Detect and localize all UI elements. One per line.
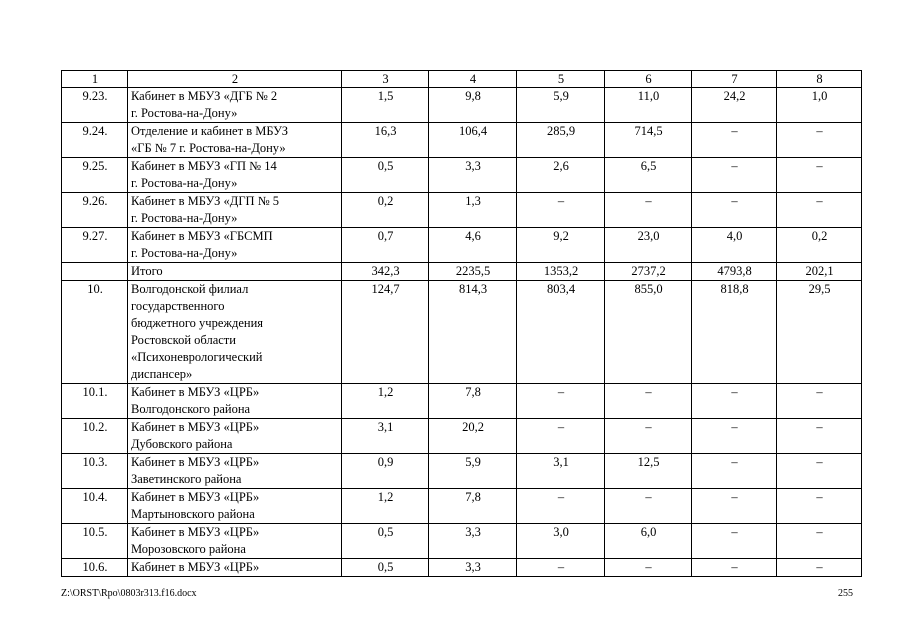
value-cell: – <box>692 454 777 489</box>
value-cell: 1353,2 <box>517 263 605 281</box>
row-name-cell: Кабинет в МБУЗ «ЦРБ» Заветинского района <box>128 454 342 489</box>
table-row <box>62 489 862 524</box>
row-name-cell: Итого <box>128 263 342 281</box>
row-number-cell: 9.24. <box>62 123 128 158</box>
value-cell: – <box>605 489 692 524</box>
value-cell: – <box>777 489 862 524</box>
row-number-cell: 10.2. <box>62 419 128 454</box>
value-cell: – <box>692 559 777 577</box>
value-cell: – <box>605 384 692 419</box>
value-cell: 0,5 <box>342 158 429 193</box>
value-cell: – <box>692 193 777 228</box>
value-cell: 814,3 <box>429 281 517 384</box>
column-header: 3 <box>342 71 429 88</box>
row-number-cell: 10.3. <box>62 454 128 489</box>
value-cell: 1,3 <box>429 193 517 228</box>
row-name-cell: Кабинет в МБУЗ «ЦРБ» Морозовского района <box>128 524 342 559</box>
value-cell: 714,5 <box>605 123 692 158</box>
row-name-cell: Кабинет в МБУЗ «ДГП № 5 г. Ростова-на-Дону» <box>128 193 342 228</box>
value-cell: – <box>517 559 605 577</box>
value-cell: – <box>777 123 862 158</box>
value-cell: – <box>517 489 605 524</box>
value-cell: – <box>777 419 862 454</box>
value-cell: – <box>692 158 777 193</box>
table-row <box>62 263 862 281</box>
table-body <box>62 71 862 577</box>
value-cell: 4,6 <box>429 228 517 263</box>
value-cell: 124,7 <box>342 281 429 384</box>
value-cell: 0,2 <box>777 228 862 263</box>
value-cell: 0,5 <box>342 524 429 559</box>
row-number-cell: 9.27. <box>62 228 128 263</box>
row-number-cell: 10.5. <box>62 524 128 559</box>
value-cell: 7,8 <box>429 489 517 524</box>
value-cell: 3,1 <box>342 419 429 454</box>
table-row <box>62 524 862 559</box>
row-name-cell: Кабинет в МБУЗ «ЦРБ» Мартыновского района <box>128 489 342 524</box>
value-cell: 3,1 <box>517 454 605 489</box>
value-cell: 5,9 <box>429 454 517 489</box>
row-number-cell: 10.4. <box>62 489 128 524</box>
row-name-cell: Отделение и кабинет в МБУЗ «ГБ № 7 г. Ростова-на-Дону» <box>128 123 342 158</box>
value-cell: 24,2 <box>692 88 777 123</box>
table-row <box>62 281 862 384</box>
value-cell: – <box>692 384 777 419</box>
value-cell: 2235,5 <box>429 263 517 281</box>
value-cell: – <box>777 384 862 419</box>
value-cell: 0,2 <box>342 193 429 228</box>
value-cell: – <box>777 158 862 193</box>
column-header: 7 <box>692 71 777 88</box>
row-name-cell: Волгодонской филиал государственного бюджетного учреждения Ростовской области «Психоневрологический диспансер» <box>128 281 342 384</box>
value-cell: 3,3 <box>429 158 517 193</box>
row-number-cell: 10.1. <box>62 384 128 419</box>
value-cell: – <box>777 454 862 489</box>
value-cell: 1,2 <box>342 489 429 524</box>
value-cell: 20,2 <box>429 419 517 454</box>
table-row <box>62 228 862 263</box>
value-cell: 23,0 <box>605 228 692 263</box>
table-row <box>62 454 862 489</box>
column-header: 4 <box>429 71 517 88</box>
row-name-cell: Кабинет в МБУЗ «ГП № 14 г. Ростова-на-Дону» <box>128 158 342 193</box>
column-header: 6 <box>605 71 692 88</box>
value-cell: 1,2 <box>342 384 429 419</box>
value-cell: 2737,2 <box>605 263 692 281</box>
value-cell: – <box>692 524 777 559</box>
value-cell: – <box>605 559 692 577</box>
value-cell: 3,3 <box>429 524 517 559</box>
table-row <box>62 193 862 228</box>
value-cell: 1,0 <box>777 88 862 123</box>
table-row <box>62 123 862 158</box>
table-row <box>62 88 862 123</box>
value-cell: 9,8 <box>429 88 517 123</box>
value-cell: 12,5 <box>605 454 692 489</box>
column-header: 8 <box>777 71 862 88</box>
value-cell: 2,6 <box>517 158 605 193</box>
value-cell: 5,9 <box>517 88 605 123</box>
value-cell: 855,0 <box>605 281 692 384</box>
value-cell: – <box>517 419 605 454</box>
value-cell: 342,3 <box>342 263 429 281</box>
row-number-cell: 9.25. <box>62 158 128 193</box>
column-header: 1 <box>62 71 128 88</box>
row-name-cell: Кабинет в МБУЗ «ЦРБ» Волгодонского района <box>128 384 342 419</box>
table-header-row <box>62 71 862 88</box>
value-cell: 3,3 <box>429 559 517 577</box>
table-row <box>62 559 862 577</box>
row-name-cell: Кабинет в МБУЗ «ГБСМП г. Ростова-на-Дону» <box>128 228 342 263</box>
value-cell: 6,0 <box>605 524 692 559</box>
value-cell: 1,5 <box>342 88 429 123</box>
row-name-cell: Кабинет в МБУЗ «ЦРБ» Дубовского района <box>128 419 342 454</box>
column-header: 2 <box>128 71 342 88</box>
value-cell: 29,5 <box>777 281 862 384</box>
value-cell: 0,5 <box>342 559 429 577</box>
value-cell: 285,9 <box>517 123 605 158</box>
value-cell: – <box>692 419 777 454</box>
value-cell: – <box>777 559 862 577</box>
column-header: 5 <box>517 71 605 88</box>
value-cell: – <box>777 524 862 559</box>
value-cell: 11,0 <box>605 88 692 123</box>
value-cell: 9,2 <box>517 228 605 263</box>
value-cell: – <box>777 193 862 228</box>
value-cell: 16,3 <box>342 123 429 158</box>
value-cell: – <box>692 489 777 524</box>
row-number-cell <box>62 263 128 281</box>
value-cell: 202,1 <box>777 263 862 281</box>
value-cell: 7,8 <box>429 384 517 419</box>
value-cell: 803,4 <box>517 281 605 384</box>
value-cell: 6,5 <box>605 158 692 193</box>
value-cell: – <box>517 193 605 228</box>
value-cell: – <box>517 384 605 419</box>
row-name-cell: Кабинет в МБУЗ «ЦРБ» <box>128 559 342 577</box>
table-row <box>62 158 862 193</box>
row-name-cell: Кабинет в МБУЗ «ДГБ № 2 г. Ростова-на-Дону» <box>128 88 342 123</box>
value-cell: 0,9 <box>342 454 429 489</box>
row-number-cell: 9.23. <box>62 88 128 123</box>
table-row <box>62 384 862 419</box>
table-row <box>62 419 862 454</box>
value-cell: – <box>605 193 692 228</box>
value-cell: 0,7 <box>342 228 429 263</box>
data-table <box>61 70 862 577</box>
value-cell: 3,0 <box>517 524 605 559</box>
value-cell: 818,8 <box>692 281 777 384</box>
value-cell: – <box>692 123 777 158</box>
row-number-cell: 10.6. <box>62 559 128 577</box>
value-cell: 4,0 <box>692 228 777 263</box>
row-number-cell: 9.26. <box>62 193 128 228</box>
value-cell: 106,4 <box>429 123 517 158</box>
footer-file-path: Z:\ORST\Rpo\0803r313.f16.docx <box>61 588 197 599</box>
value-cell: 4793,8 <box>692 263 777 281</box>
value-cell: – <box>605 419 692 454</box>
row-number-cell: 10. <box>62 281 128 384</box>
footer-page-number: 255 <box>838 588 853 599</box>
